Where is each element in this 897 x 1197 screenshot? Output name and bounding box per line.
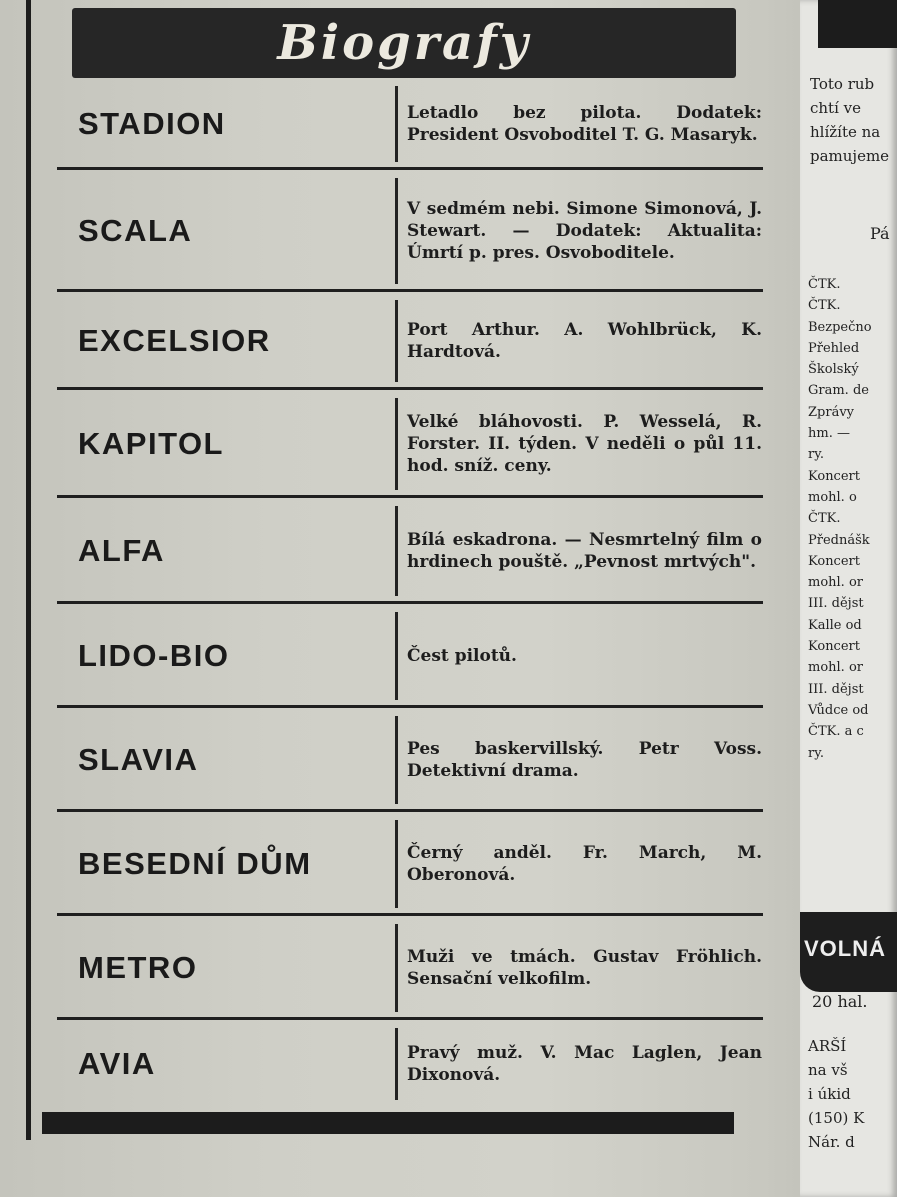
listing-row	[45, 498, 763, 604]
film-program: Muži ve tmách. Gustav Fröhlich. Sensační velkofilm.	[407, 947, 762, 989]
column-divider	[395, 716, 398, 804]
column-divider	[395, 924, 398, 1012]
cinema-name: AVIA	[78, 1046, 156, 1081]
column-divider	[395, 506, 398, 596]
column-divider	[395, 1028, 398, 1100]
column-divider	[395, 178, 398, 284]
adjacent-page-heading: Pá	[870, 224, 890, 243]
cinema-name: KAPITOL	[78, 426, 224, 461]
adjacent-page	[800, 0, 897, 1197]
adjacent-page-line: (150) K	[808, 1109, 865, 1127]
bottom-rule	[42, 1112, 734, 1134]
schedule-entry: ČTK. a c	[808, 724, 864, 740]
schedule-entry: ČTK.	[808, 511, 841, 527]
schedule-entry: Koncert	[808, 553, 860, 569]
cinema-name: METRO	[78, 950, 198, 985]
film-program: Port Arthur. A. Wohlbrück, K. Hardtová.	[407, 320, 762, 362]
adjacent-page-banner-text: VOLNÁ	[804, 936, 886, 961]
cinema-name: ALFA	[78, 533, 165, 568]
adjacent-page-line: ARŠÍ	[808, 1037, 847, 1055]
listing-row	[45, 390, 763, 498]
schedule-entry: Zprávy	[808, 404, 855, 420]
cinema-name: STADION	[78, 106, 226, 141]
film-program: Pes baskervillský. Petr Voss. Detektivní drama.	[407, 739, 762, 781]
listing-row	[45, 916, 763, 1020]
column-divider	[395, 86, 398, 162]
column-divider	[395, 398, 398, 490]
schedule-entry: ry.	[808, 745, 824, 761]
listing-row	[45, 170, 763, 292]
schedule-entry: Bezpečno	[808, 319, 872, 335]
adjacent-page-price: 20 hal.	[812, 992, 868, 1011]
adjacent-page-text	[810, 72, 897, 168]
schedule-entry: hm. —	[808, 426, 850, 442]
schedule-entry: Gram. de	[808, 383, 869, 399]
schedule-entry: Koncert	[808, 468, 860, 484]
adjacent-page-line: Nár. d	[808, 1133, 855, 1151]
schedule-entry: Koncert	[808, 639, 860, 655]
section-header	[72, 8, 736, 78]
adjacent-page-line: na vš	[808, 1061, 848, 1079]
film-program: Čest pilotů.	[407, 646, 517, 666]
listing-row	[45, 812, 763, 916]
listing-row	[45, 708, 763, 812]
film-program: Pravý muž. V. Mac Laglen, Jean Dixonová.	[407, 1043, 762, 1085]
adjacent-page-schedule	[808, 274, 897, 764]
schedule-entry: Přednášk	[808, 532, 870, 548]
schedule-entry: ČTK.	[808, 277, 841, 292]
listing-row	[45, 78, 763, 170]
adjacent-page-line: i úkid	[808, 1085, 851, 1103]
adjacent-page-bottom-text	[808, 1034, 897, 1154]
listing-row	[45, 1020, 763, 1108]
cinema-name: SCALA	[78, 213, 193, 248]
cinema-listing	[45, 78, 763, 1108]
section-title: Biografy	[277, 15, 531, 71]
schedule-entry: mohl. o	[808, 489, 857, 505]
column-divider	[395, 612, 398, 700]
left-column-rule	[26, 0, 31, 1140]
schedule-entry: Školský	[808, 362, 859, 378]
cinema-name: LIDO-BIO	[78, 638, 230, 673]
schedule-entry: III. dějst	[808, 681, 864, 697]
column-divider	[395, 820, 398, 908]
film-program: Letadlo bez pilota. Dodatek: President Osvoboditel T. G. Masaryk.	[407, 103, 762, 145]
adjacent-page-line: hlížíte na	[810, 123, 881, 141]
schedule-entry: III. dějst	[808, 596, 864, 612]
film-program: Bílá eskadrona. — Nesmrtelný film o hrdinech pouště. „Pevnost mrtvých".	[407, 530, 762, 572]
column-divider	[395, 300, 398, 382]
cinema-name: BESEDNÍ DŮM	[78, 846, 312, 881]
listing-row	[45, 604, 763, 708]
adjacent-page-line: Toto rub	[810, 75, 875, 93]
schedule-entry: Vůdce od	[808, 702, 869, 718]
schedule-entry: mohl. or	[808, 660, 863, 676]
adjacent-page-line: chtí ve	[810, 99, 862, 117]
schedule-entry: ry.	[808, 447, 824, 463]
film-program: Černý anděl. Fr. March, M. Oberonová.	[407, 843, 762, 885]
adjacent-page-line: pamujeme	[810, 147, 890, 165]
cinema-name: SLAVIA	[78, 742, 199, 777]
cinema-name: EXCELSIOR	[78, 323, 271, 358]
schedule-entry: Přehled	[808, 340, 860, 356]
listing-row	[45, 292, 763, 390]
adjacent-page-top-bar	[818, 0, 897, 48]
schedule-entry: ČTK.	[808, 298, 841, 314]
schedule-entry: mohl. or	[808, 575, 863, 591]
film-program: V sedmém nebi. Simone Simonová, J. Stewart. — Dodatek: Aktualita: Úmrtí p. pres. Osvoboditele.	[407, 199, 762, 263]
film-program: Velké bláhovosti. P. Wesselá, R. Forster. II. týden. V neděli o půl 11. hod. sníž. ceny.	[407, 412, 762, 476]
schedule-entry: Kalle od	[808, 617, 862, 633]
